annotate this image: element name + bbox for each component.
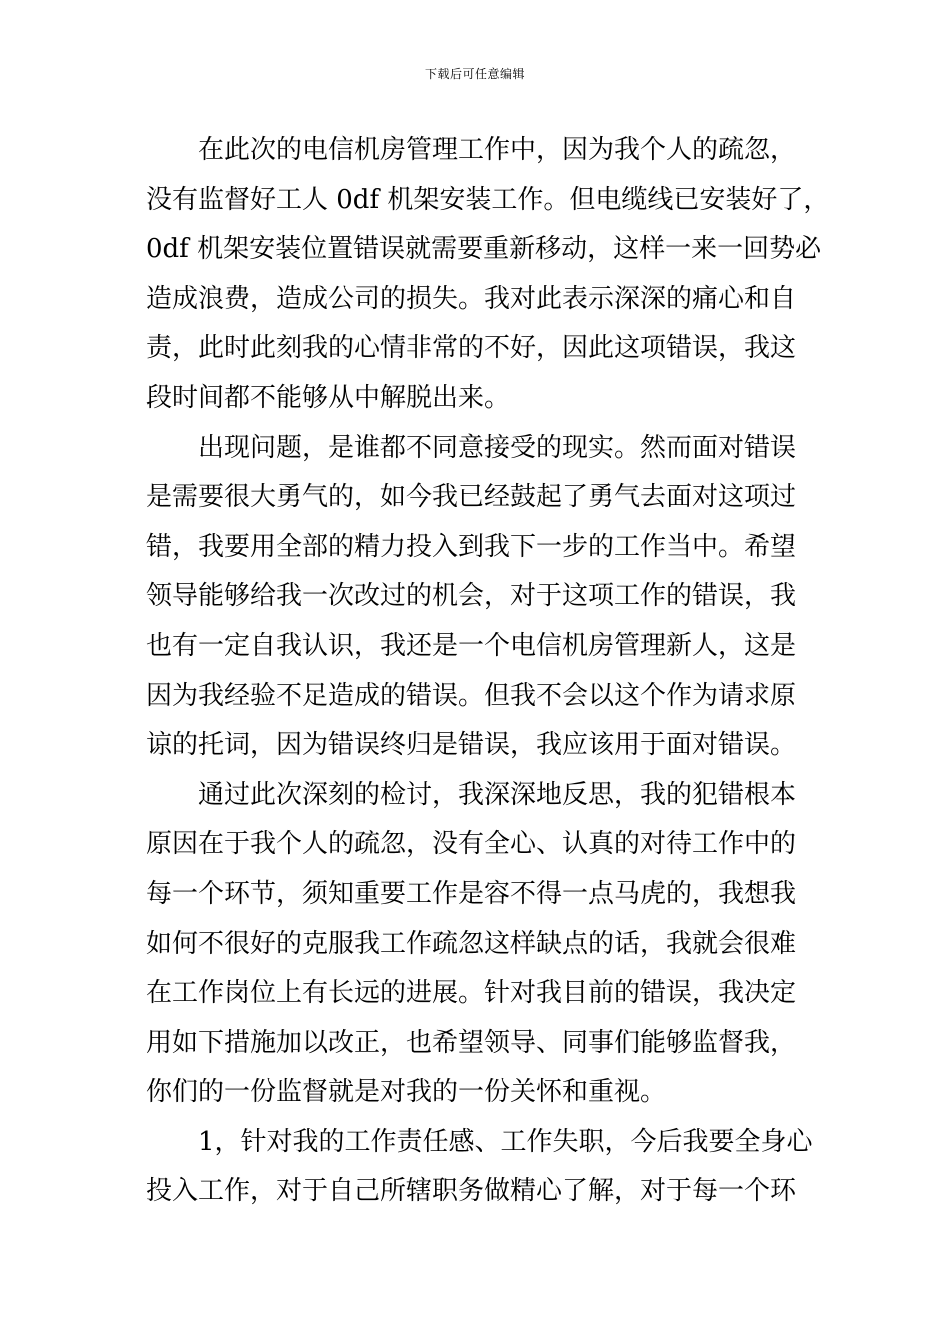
paragraph-2-line-3: 错，我要用全部的精力投入到我下一步的工作当中。希望	[146, 531, 797, 562]
paragraph-2-line-4: 领导能够给我一次改过的机会，对于这项工作的错误，我	[146, 581, 797, 612]
document-body	[146, 126, 830, 1217]
paragraph-1-line-3: 0df 机架安装位置错误就需要重新移动，这样一来一回势必	[146, 234, 822, 265]
paragraph-3-line-2: 原因在于我个人的疏忽，没有全心、认真的对待工作中的	[146, 829, 797, 860]
paragraph-2-line-1: 出现问题，是谁都不同意接受的现实。然而面对错误	[198, 432, 797, 463]
paragraph-1-line-6: 段时间都不能够从中解脱出来。	[146, 382, 511, 413]
paragraph-2-line-5: 也有一定自我认识，我还是一个电信机房管理新人，这是	[146, 630, 797, 661]
paragraph-2-line-6: 因为我经验不足造成的错误。但我不会以这个作为请求原	[146, 680, 797, 711]
paragraph-1-line-4: 造成浪费，造成公司的损失。我对此表示深深的痛心和自	[146, 283, 797, 314]
page-header: 下载后可任意编辑	[424, 67, 525, 81]
paragraph-4-line-2: 投入工作，对于自己所辖职务做精心了解，对于每一个环	[146, 1176, 797, 1207]
paragraph-3-line-6: 用如下措施加以改正，也希望领导、同事们能够监督我，	[146, 1027, 797, 1058]
paragraph-3-line-7: 你们的一份监督就是对我的一份关怀和重视。	[146, 1077, 667, 1108]
paragraph-2-line-7: 谅的托词，因为错误终归是错误，我应该用于面对错误。	[146, 730, 797, 761]
paragraph-3-line-5: 在工作岗位上有长远的进展。针对我目前的错误，我决定	[146, 978, 797, 1009]
paragraph-1-line-5: 责，此时此刻我的心情非常的不好，因此这项错误，我这	[146, 333, 797, 364]
paragraph-3-line-4: 如何不很好的克服我工作疏忽这样缺点的话，我就会很难	[146, 928, 797, 959]
paragraph-3-line-3: 每一个环节，须知重要工作是容不得一点马虎的，我想我	[146, 878, 797, 909]
paragraph-3-line-1: 通过此次深刻的检讨，我深深地反思，我的犯错根本	[198, 779, 797, 810]
paragraph-2-line-2: 是需要很大勇气的，如今我已经鼓起了勇气去面对这项过	[146, 482, 797, 513]
paragraph-1-line-2: 没有监督好工人 0df 机架安装工作。但电缆线已安装好了，	[146, 184, 830, 215]
paragraph-1-line-1: 在此次的电信机房管理工作中，因为我个人的疏忽，	[198, 135, 797, 165]
paragraph-4-line-1: 1，针对我的工作责任感、工作失职，今后我要全身心	[198, 1126, 813, 1157]
